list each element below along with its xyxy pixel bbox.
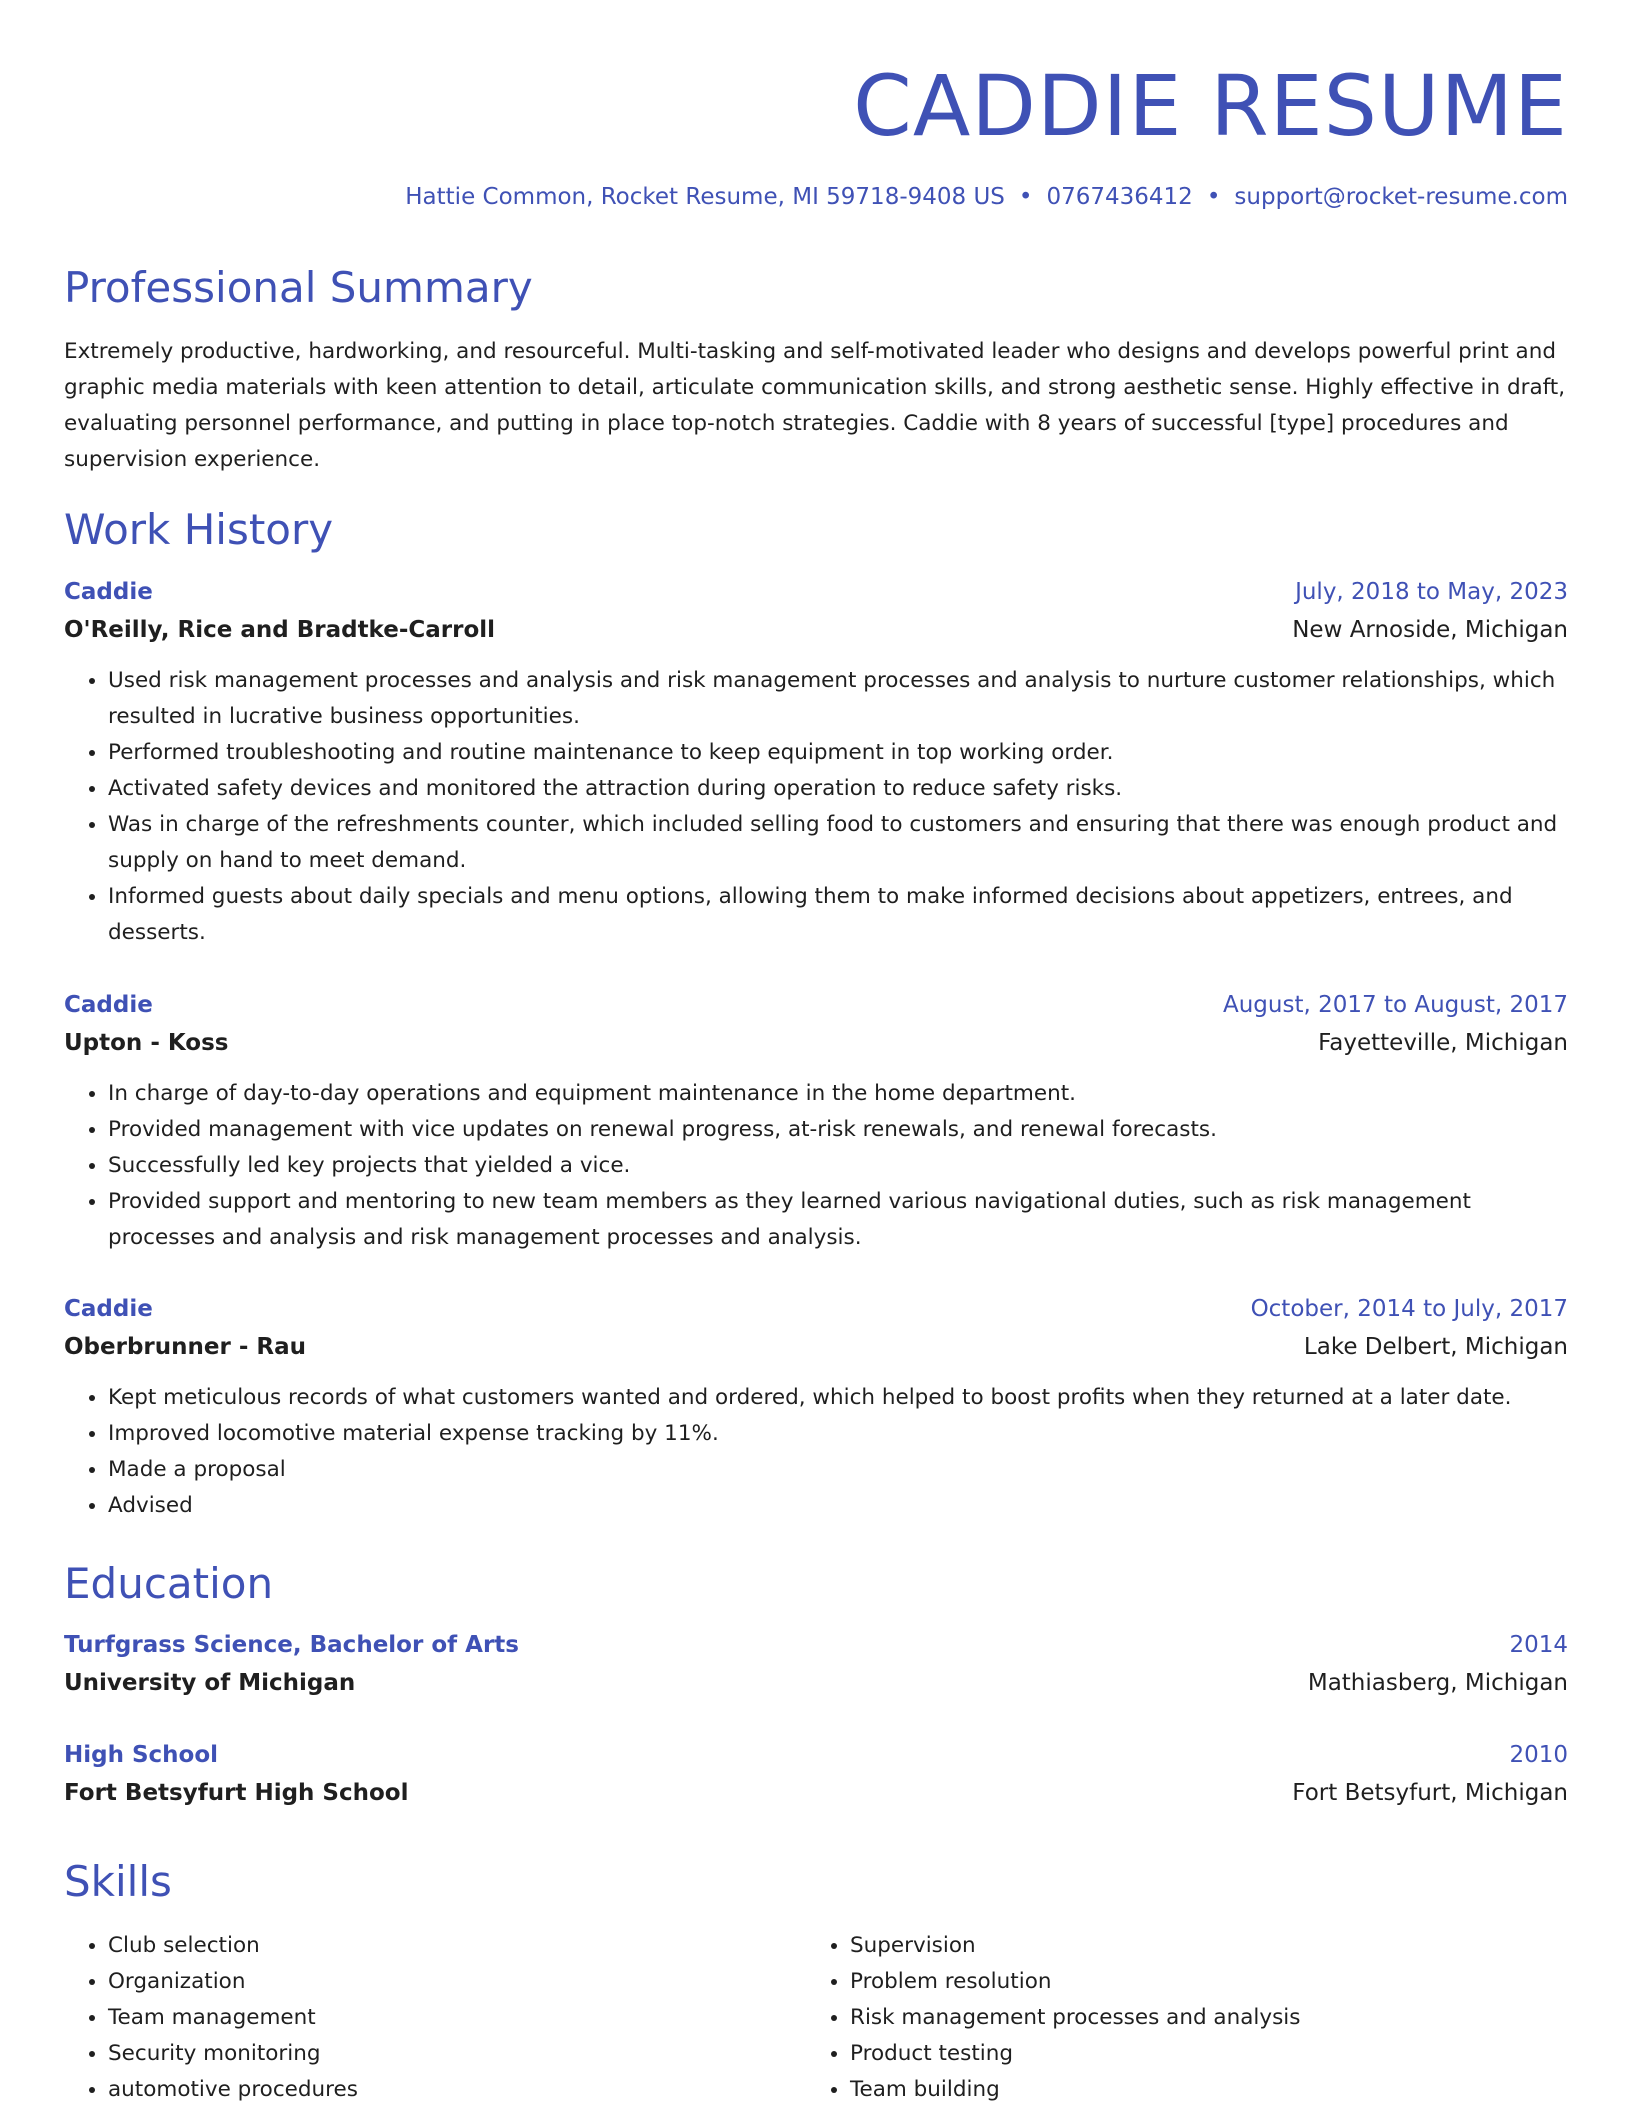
summary-heading: Professional Summary [64,263,533,312]
education-degree: High School [64,1742,219,1768]
contact-address: Hattie Common, Rocket Resume, MI 59718-9408 US [405,184,1005,210]
work-history-heading: Work History [64,505,334,554]
list-item: • Was in charge of the refreshments counter, which included selling food to customers and ensuring that there was enough product and supply on hand to meet demand. [108,807,1568,879]
job-company-row [64,1328,1568,1366]
job-company: Oberbrunner - Rau [64,1334,306,1360]
list-item: • Organization [108,1964,358,2000]
education-location: Fort Betsyfurt, Michigan [1292,1780,1568,1806]
job-dates: August, 2017 to August, 2017 [1223,992,1568,1018]
job-title-row [64,573,1568,611]
skills-column-1 [64,1928,358,2108]
job-role: Caddie [64,1296,153,1322]
education-heading: Education [64,1559,274,1608]
job-entry [64,986,1568,1256]
job-company-row [64,1024,1568,1062]
contact-separator: • [1206,184,1221,210]
education-year: 2014 [1509,1632,1568,1658]
education-entry [64,1626,1568,1702]
resume-title: CADDIE RESUME [853,57,1568,155]
job-location: New Arnoside, Michigan [1292,617,1568,643]
skills-heading: Skills [64,1857,172,1906]
list-item: • Activated safety devices and monitored the attraction during operation to reduce safety risks. [108,771,1568,807]
education-year: 2010 [1509,1742,1568,1768]
list-item: • Team building [850,2072,1300,2108]
education-school: Fort Betsyfurt High School [64,1780,409,1806]
list-item: • In charge of day-to-day operations and equipment maintenance in the home department. [108,1076,1568,1112]
education-school-row [64,1664,1568,1702]
job-title-row [64,986,1568,1024]
contact-line [405,180,1568,214]
job-role: Caddie [64,579,153,605]
job-role: Caddie [64,992,153,1018]
list-item: • Performed troubleshooting and routine maintenance to keep equipment in top working order. [108,735,1568,771]
list-item: • Successfully led key projects that yielded a vice. [108,1148,1568,1184]
list-item: • automotive procedures [108,2072,358,2108]
contact-phone: 0767436412 [1046,184,1193,210]
list-item: • Product testing [850,2036,1300,2072]
list-item: • Club selection [108,1928,358,1964]
list-item: • Informed guests about daily specials and menu options, allowing them to make informed decisions about appetizers, entrees, and desserts. [108,879,1568,951]
summary-text: Extremely productive, hardworking, and resourceful. Multi-tasking and self-motivated leader who designs and develops powerful print and graphic media materials with keen attention to detail, articulate communication skills, and strong aesthetic sense. Highly effective in draft, evaluating personnel performance, and putting in place top-notch strategies. Caddie with 8 years of successful [type] procedures and supervision experience. [64,339,1566,472]
job-company: O'Reilly, Rice and Bradtke-Carroll [64,617,496,643]
education-degree: Turfgrass Science, Bachelor of Arts [64,1632,519,1658]
job-dates: July, 2018 to May, 2023 [1295,579,1568,605]
list-item: • Provided management with vice updates on renewal progress, at-risk renewals, and renewal forecasts. [108,1112,1568,1148]
job-entry [64,1290,1568,1524]
education-school-row [64,1774,1568,1812]
contact-email: support@rocket-resume.com [1234,184,1568,210]
job-bullets [64,663,1568,951]
job-dates: October, 2014 to July, 2017 [1250,1296,1568,1322]
list-item: • Risk management processes and analysis [850,2000,1300,2036]
job-location: Fayetteville, Michigan [1318,1030,1568,1056]
list-item: • Problem resolution [850,1964,1300,2000]
list-item: • Kept meticulous records of what customers wanted and ordered, which helped to boost profits when they returned at a later date. [108,1380,1568,1416]
education-entry [64,1736,1568,1812]
job-location: Lake Delbert, Michigan [1303,1334,1568,1360]
contact-separator: • [1018,184,1033,210]
education-degree-row [64,1736,1568,1774]
list-item: • Advised [108,1488,1568,1524]
job-company-row [64,611,1568,649]
education-degree-row [64,1626,1568,1664]
list-item: • Supervision [850,1928,1300,1964]
education-location: Mathiasberg, Michigan [1307,1670,1568,1696]
education-school: University of Michigan [64,1670,356,1696]
job-bullets [64,1076,1568,1256]
list-item: • Made a proposal [108,1452,1568,1488]
job-title-row [64,1290,1568,1328]
list-item: • Provided support and mentoring to new team members as they learned various navigational duties, such as risk management processes and analysis and risk management processes and analysis. [108,1184,1568,1256]
list-item: • Security monitoring [108,2036,358,2072]
list-item: • Used risk management processes and analysis and risk management processes and analysis to nurture customer relationships, which resulted in lucrative business opportunities. [108,663,1568,735]
list-item: • Team management [108,2000,358,2036]
skills-column-2 [806,1928,1300,2108]
job-bullets [64,1380,1568,1524]
job-company: Upton - Koss [64,1030,229,1056]
job-entry [64,573,1568,951]
list-item: • Improved locomotive material expense tracking by 11%. [108,1416,1568,1452]
